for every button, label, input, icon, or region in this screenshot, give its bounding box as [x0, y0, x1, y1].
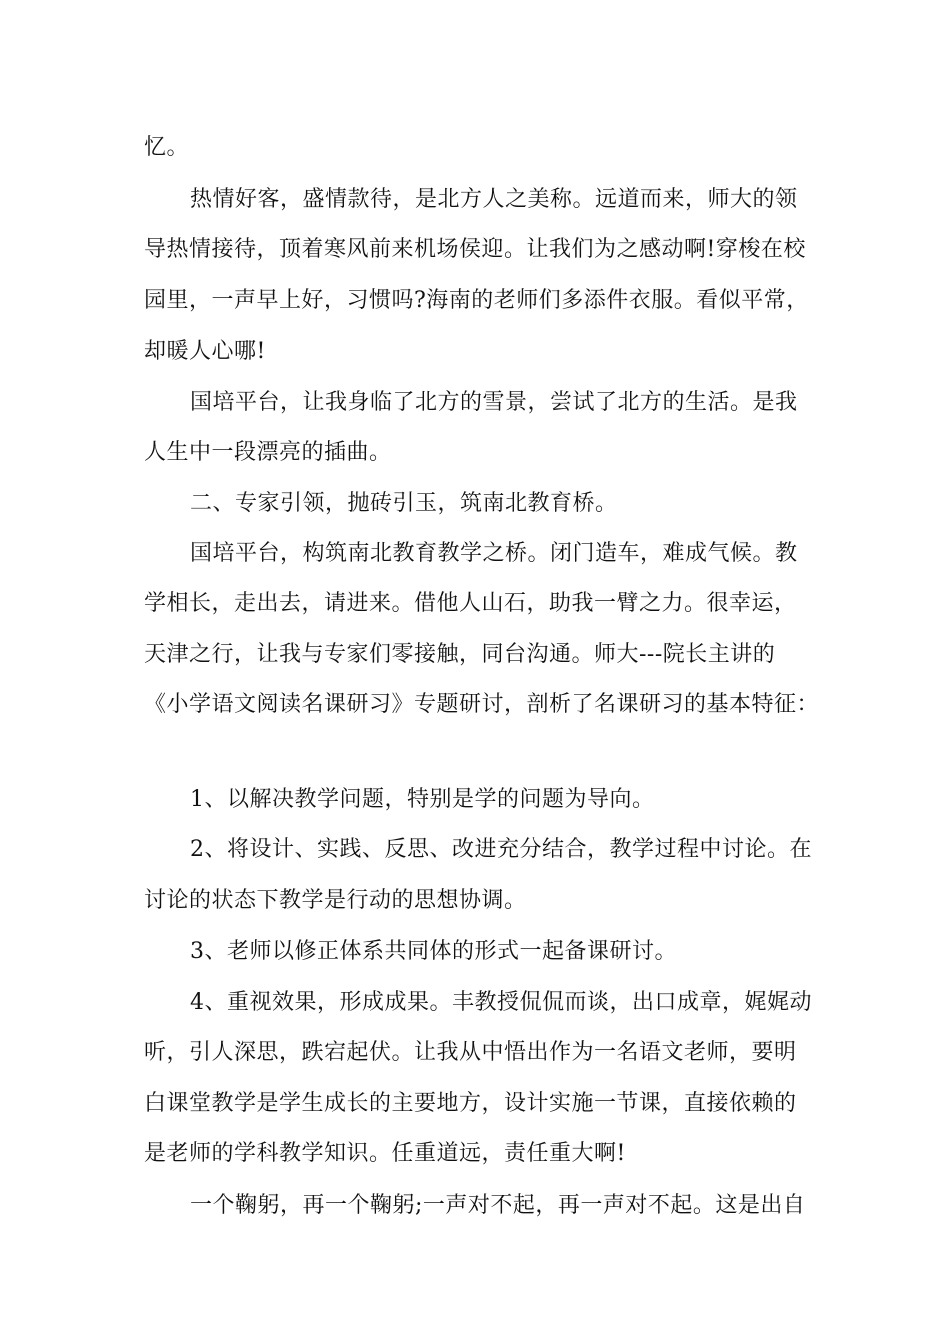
list-item: 2、将设计、实践、反思、改进充分结合，教学过程中讨论。在: [190, 837, 812, 862]
text-line: 园里，一声早上好，习惯吗?海南的老师们多添件衣服。看似平常，: [144, 288, 809, 313]
list-item: 1、以解决教学问题，特别是学的问题为导向。: [190, 787, 655, 812]
text-line: 学相长，走出去，请进来。借他人山石，助我一臂之力。很幸运，: [144, 591, 797, 616]
paragraph-line: 国培平台，让我身临了北方的雪景，尝试了北方的生活。是我: [190, 390, 798, 415]
paragraph-line: 一个鞠躬，再一个鞠躬;一声对不起，再一声对不起。这是出自: [190, 1193, 806, 1218]
list-item: 3、老师以修正体系共同体的形式一起备课研讨。: [190, 939, 677, 964]
text-line: 导热情接待，顶着寒风前来机场侯迎。让我们为之感动啊!穿梭在校: [144, 237, 806, 262]
section-heading: 二、专家引领，抛砖引玉，筑南北教育桥。: [190, 491, 618, 516]
text-line: 却暖人心哪!: [144, 339, 266, 364]
text-line: 天津之行，让我与专家们零接触，同台沟通。师大---院长主讲的: [144, 642, 776, 667]
paragraph-line: 热情好客，盛情款待，是北方人之美称。远道而来，师大的领: [190, 187, 798, 212]
text-line: 讨论的状态下教学是行动的思想协调。: [144, 888, 527, 913]
paragraph-line: 国培平台，构筑南北教育教学之桥。闭门造车，难成气候。教: [190, 541, 798, 566]
text-line: 白课堂教学是学生成长的主要地方，设计实施一节课，直接依赖的: [144, 1091, 797, 1116]
text-line: 是老师的学科教学知识。任重道远，责任重大啊!: [144, 1141, 626, 1166]
list-item: 4、重视效果，形成成果。丰教授侃侃而谈，出口成章，娓娓动: [190, 990, 812, 1015]
text-line: 人生中一段漂亮的插曲。: [144, 440, 392, 465]
text-line: 忆。: [144, 135, 190, 160]
text-line: 《小学语文阅读名课研习》专题研讨，剖析了名课研习的基本特征：: [144, 692, 820, 717]
text-line: 听，引人深思，跌宕起伏。让我从中悟出作为一名语文老师，要明: [144, 1040, 797, 1065]
